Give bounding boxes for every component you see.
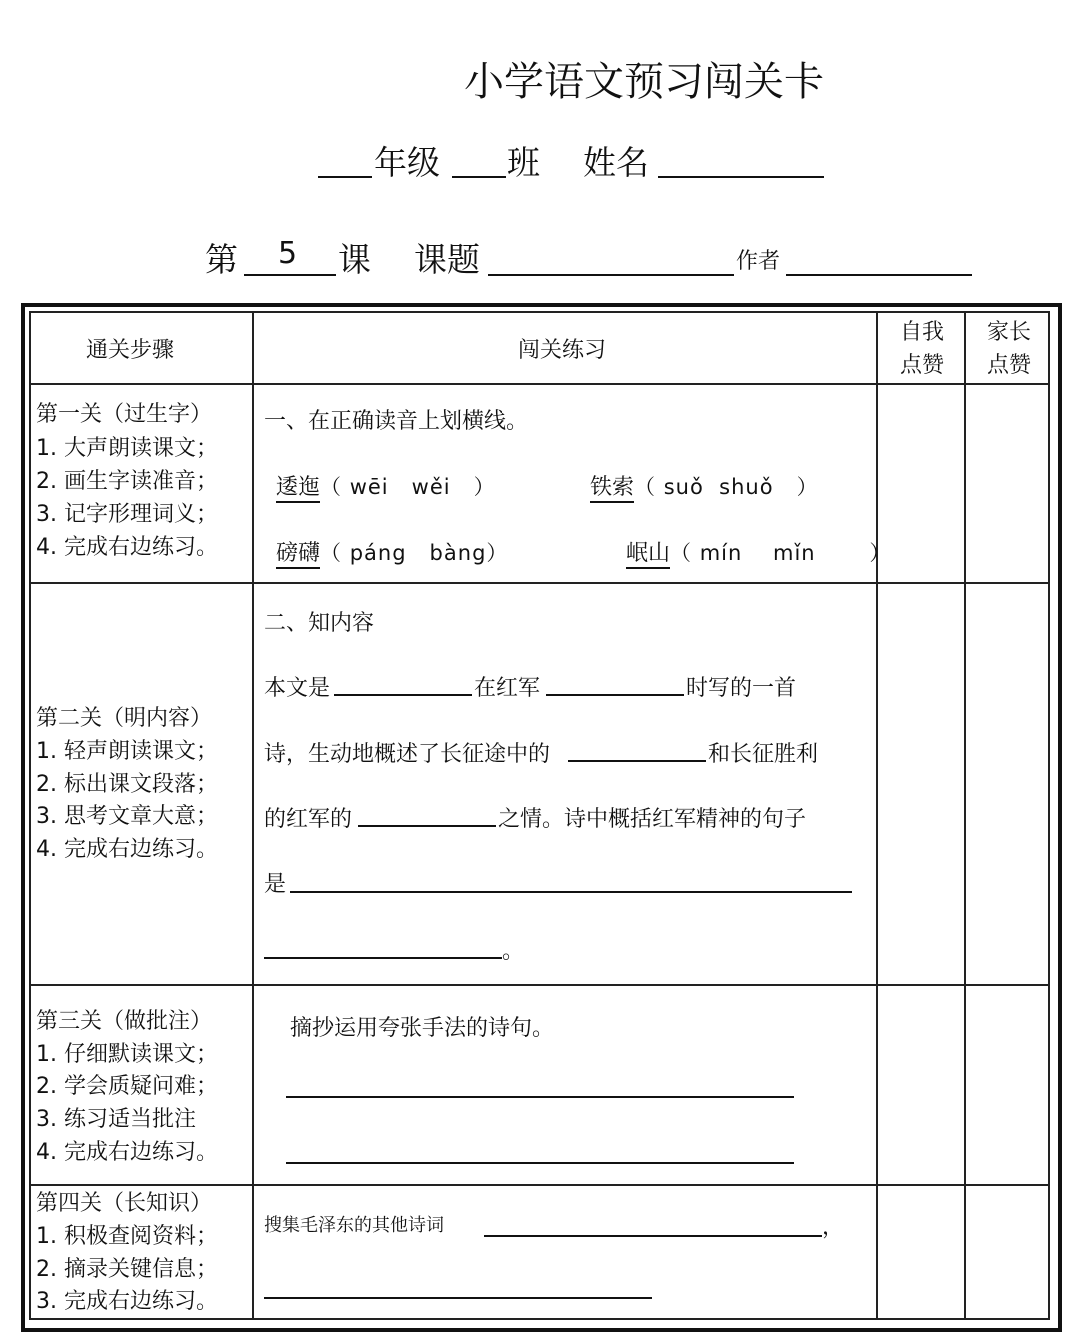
stage1-pinyin-4[interactable]: （ mín mǐn ） bbox=[670, 541, 892, 565]
stage1-instruction: 一、在正确读音上划横线。 bbox=[264, 409, 529, 434]
stage2-blank-2[interactable] bbox=[546, 694, 684, 696]
stage2-line3-b: 之情。诗中概括红军精神的句子 bbox=[498, 807, 807, 832]
col-header-steps: 通关步骤 bbox=[86, 338, 175, 363]
stage1-step-4: 4. 完成右边练习。 bbox=[36, 535, 218, 560]
stage2-line2-a: 诗，生动地概述了长征途中的 bbox=[264, 742, 551, 767]
stage1-step-2: 2. 画生字读准音； bbox=[36, 469, 218, 494]
name-blank[interactable] bbox=[658, 176, 824, 178]
lesson-suffix: 课 bbox=[338, 240, 371, 279]
stage2-line1-a: 本文是 bbox=[264, 676, 331, 701]
stage4-blank-2[interactable] bbox=[264, 1297, 652, 1299]
row-divider-1 bbox=[29, 582, 1048, 584]
row-divider-2 bbox=[29, 984, 1048, 986]
stage3-instruction: 摘抄运用夸张手法的诗句。 bbox=[290, 1016, 555, 1041]
lesson-number-line bbox=[244, 274, 336, 276]
stage3-title: 第三关（做批注） bbox=[36, 1009, 213, 1034]
col-header-exercise: 闯关练习 bbox=[518, 338, 607, 363]
stage2-instruction: 二、知内容 bbox=[264, 611, 375, 636]
col-divider-1 bbox=[252, 311, 254, 1320]
stage1-pinyin-3[interactable]: （ páng bàng） bbox=[320, 541, 509, 565]
stage2-blank-6[interactable] bbox=[264, 957, 502, 959]
grade-blank[interactable] bbox=[318, 176, 372, 178]
col-header-self-2: 点赞 bbox=[900, 353, 945, 378]
author-blank[interactable] bbox=[786, 274, 972, 276]
stage4-step-3: 3. 完成右边练习。 bbox=[36, 1289, 218, 1314]
stage4-comma: ， bbox=[822, 1215, 845, 1240]
stage1-pinyin-1[interactable]: （ wēi wěi ） bbox=[320, 475, 496, 499]
col-divider-2 bbox=[876, 311, 878, 1320]
stage2-blank-3[interactable] bbox=[568, 760, 706, 762]
stage1-word-4: 岷山 bbox=[626, 541, 670, 569]
stage2-step-3: 3. 思考文章大意； bbox=[36, 804, 218, 829]
col-divider-3 bbox=[964, 311, 966, 1320]
stage2-line1-b: 在红军 bbox=[474, 676, 541, 701]
stage1-word-3: 磅礴 bbox=[276, 541, 320, 569]
stage2-blank-5[interactable] bbox=[290, 891, 852, 893]
stage4-title: 第四关（长知识） bbox=[36, 1191, 213, 1216]
stage1-word-2: 铁索 bbox=[590, 475, 634, 503]
stage2-line5-end: 。 bbox=[502, 939, 525, 964]
lesson-prefix: 第 bbox=[205, 240, 238, 279]
stage1-step-1: 1. 大声朗读课文； bbox=[36, 436, 218, 461]
stage3-blank-2[interactable] bbox=[286, 1162, 794, 1164]
stage2-blank-1[interactable] bbox=[334, 694, 472, 696]
class-label: 班 bbox=[507, 143, 540, 182]
stage4-instruction: 搜集毛泽东的其他诗词 bbox=[264, 1215, 444, 1236]
col-header-self-1: 自我 bbox=[900, 320, 945, 345]
col-header-parent-1: 家长 bbox=[987, 320, 1032, 345]
stage3-step-1: 1. 仔细默读课文； bbox=[36, 1042, 218, 1067]
topic-label: 课题 bbox=[414, 240, 480, 279]
page-title: 小学语文预习闯关卡 bbox=[464, 59, 824, 105]
stage2-line2-b: 和长征胜利 bbox=[708, 742, 819, 767]
author-label: 作者 bbox=[736, 249, 781, 274]
name-label: 姓名 bbox=[583, 143, 649, 182]
stage3-blank-1[interactable] bbox=[286, 1096, 794, 1098]
stage2-line1-c: 时写的一首 bbox=[686, 676, 797, 701]
row-divider-header bbox=[29, 383, 1048, 385]
stage3-step-4: 4. 完成右边练习。 bbox=[36, 1140, 218, 1165]
stage1-step-3: 3. 记字形理词义； bbox=[36, 502, 218, 527]
stage2-line4-a: 是 bbox=[264, 872, 287, 897]
stage3-step-2: 2. 学会质疑问难； bbox=[36, 1074, 218, 1099]
stage1-title: 第一关（过生字） bbox=[36, 402, 213, 427]
stage4-step-2: 2. 摘录关键信息； bbox=[36, 1257, 218, 1282]
row-divider-3 bbox=[29, 1184, 1048, 1186]
stage2-step-1: 1. 轻声朗读课文； bbox=[36, 739, 218, 764]
stage1-item-1 bbox=[276, 470, 496, 501]
stage4-step-1: 1. 积极查阅资料； bbox=[36, 1224, 218, 1249]
stage1-pinyin-2[interactable]: （ suǒ shuǒ ） bbox=[634, 475, 819, 499]
topic-blank[interactable] bbox=[488, 274, 734, 276]
stage2-title: 第二关（明内容） bbox=[36, 706, 213, 731]
col-header-parent-2: 点赞 bbox=[987, 353, 1032, 378]
stage1-word-1: 逶迤 bbox=[276, 475, 320, 503]
stage2-step-2: 2. 标出课文段落； bbox=[36, 772, 218, 797]
class-blank[interactable] bbox=[452, 176, 506, 178]
stage1-item-3 bbox=[276, 536, 508, 567]
stage2-line3-a: 的红军的 bbox=[264, 807, 353, 832]
stage4-blank-1[interactable] bbox=[484, 1235, 822, 1237]
stage2-step-4: 4. 完成右边练习。 bbox=[36, 837, 218, 862]
lesson-number[interactable]: 5 bbox=[278, 236, 298, 271]
stage3-step-3: 3. 练习适当批注 bbox=[36, 1107, 196, 1132]
stage2-blank-4[interactable] bbox=[358, 825, 496, 827]
stage1-item-4 bbox=[626, 536, 891, 567]
stage1-item-2 bbox=[590, 470, 819, 501]
grade-label: 年级 bbox=[374, 143, 440, 182]
